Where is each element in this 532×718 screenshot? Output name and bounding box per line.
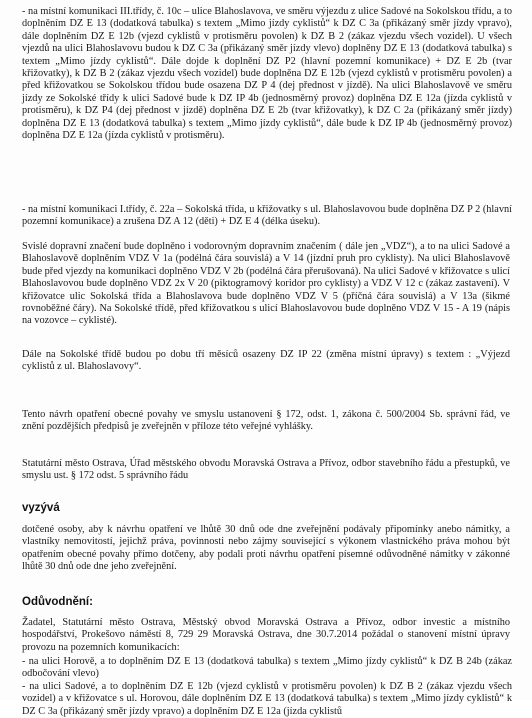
paragraph-sokolska: - na místní komunikaci I.třídy, č. 22a – Sokolská třída, u křižovatky s ul. Blahoslavovou bude doplněna DZ P 2 (hlavní pozemní komunikace) a zrušena DZ A 12 (děti) + DZ E 4 (délka úseku). [22,204,512,228]
heading-oduvodneni: Odůvodnění: [22,596,93,608]
paragraph-dotcene-osoby: dotčené osoby, aby k návrhu opatření ve lhůtě 30 dnů ode dne zveřejnění podávaly připomínky anebo námitky, a vlastníky nemovitostí, jejichž práva, povinnosti nebo zájmy související s výkonem vlastnického práva mohou být opatřením obecné povahy přímo dotčeny, aby podali proti návrhu opatření písemné odůvodněné námitky v zákonné lhůtě 30 dnů ode dne jeho zveřejnění. [22,524,510,573]
heading-vyzyva: vyzývá [22,502,60,514]
paragraph-sadova: - na ulici Sadové, a to doplněním DZ E 12b (vjezd cyklistů v protisměru povolen) k DZ B 2 (zákaz vjezdu všech vozidel) a v křižovatce s ul. Horovou, dále doplněním DZ E 13 (dodatková tabulka) s textem „Mimo jízdy cyklistů“ k DZ C 3a (přikázaný směr jízdy vpravo) a doplněním DZ E 12a (jízda cyklistů [22,681,512,717]
paragraph-blahoslavova: - na místní komunikaci III.třídy, č. 10c – ulice Blahoslavova, ve směru výjezdu z ulice Sadové na Sokolskou třídu, a to doplněním DZ E 13 (dodatková tabulka) s textem „Mimo jízdy cyklistů“ k DZ C 3a (přikázaný směr jízdy vpravo), dále doplněním DZ E 12b (vjezd cyklistů v protisměru povolen) k DZ B 2 (zákaz vjezdu všech vozidel). U všech vjezdů na ulici Blahoslavovu budou k DZ C 3a (přikázaný směr jízdy vlevo) doplněny DZ E 13 (dodatková tabulka) s textem „Mimo jízdy cyklistů“. Dále dojde k doplnění DZ P2 (hlavní pozemní komunikace) + DZ E 2b (tvar křižovatky), k DZ B 2 (zákaz vjezdu všech vozidel) bude doplněna DZ E 12b (vjezd cyklistů v protisměru povolen) a před křižovatkou se Sokolskou třídou bude osazena DZ P 4 (dej přednost v jízdě). Na ulici Blahoslavově ve směru jízdy ze Sokolské třídy k ulici Sadové bude k DZ IP 4b (jednosměrný provoz) doplněna DZ E 12a (jízda cyklistů v protisměru), k DZ P4 (dej přednost v jízdě) doplněna DZ E 2b (tvar křižovatky), k DZ C 2a (přikázaný směr jízdy) doplněna DZ E 13 (dodatková tabulka) s textem „Mimo jízdy cyklistů“, dále bude k DZ IP 4b (jednosměrný provoz) doplněna DZ E 12a (jízda cyklistů v protisměru). [22,6,512,142]
paragraph-zadatel: Žadatel, Statutární město Ostrava, Městský obvod Moravská Ostrava a Přívoz, odbor investic a místního hospodářství, Prokešovo náměstí 8, 729 29 Moravská Ostrava, dne 30.7.2014 požádal o stanovení místní úpravy provozu na pozemních komunikacích: [22,617,510,653]
paragraph-navrh-opatreni: Tento návrh opatření obecné povahy ve smyslu ustanovení § 172, odst. 1, zákona č. 500/2004 Sb. správní řád, ve znění pozdějších předpisů je zveřejněn v příloze této veřejné vyhlášky. [22,409,510,433]
paragraph-ip22: Dále na Sokolské třídě budou po dobu tří měsíců osazeny DZ IP 22 (změna místní úpravy) s textem : „Výjezd cyklistů z ul. Blahoslavovy“. [22,349,510,373]
paragraph-horova: - na ulici Horově, a to doplněním DZ E 13 (dodatková tabulka) s textem „Mimo jízdy cyklistů“ k DZ B 24b (zákaz odbočování vlevo) [22,656,512,680]
paragraph-statutarni-mesto: Statutární město Ostrava, Úřad městského obvodu Moravská Ostrava a Přívoz, odbor stavebního řádu a přestupků, ve smyslu ust. § 172 odst. 5 správního řádu [22,458,510,482]
paragraph-vdz: Svislé dopravní značení bude doplněno i vodorovným dopravním značením ( dále jen „VDZ“), a to na ulici Sadové a Blahoslavově doplněním VDZ V 1a (podélná čára souvislá) a V 14 (jízdní pruh pro cyklisty). Na ulici Blahoslavově bude před vjezdy na komunikaci doplněno VDZ V 2b (podélná čára přerušovaná). Na ulici Sadové v křižovatce s ulicí Blahoslavovou bude doplněno VDZ 2x V 20 (piktogramový koridor pro cyklisty) a VDZ V 12 c (zákaz zastavení). V křižovatce ulic Sokolská třída a Blahoslavova bude doplněno VDZ V 5 (příčná čára souvislá) a V 13a (šikmé rovnoběžné čáry). Na Sokolské třídě, před křižovatkou s ulicí Blahoslavovou bude doplněno VDZ V 15 - A 19 (nápis na vozovce – cyklisté). [22,241,510,327]
